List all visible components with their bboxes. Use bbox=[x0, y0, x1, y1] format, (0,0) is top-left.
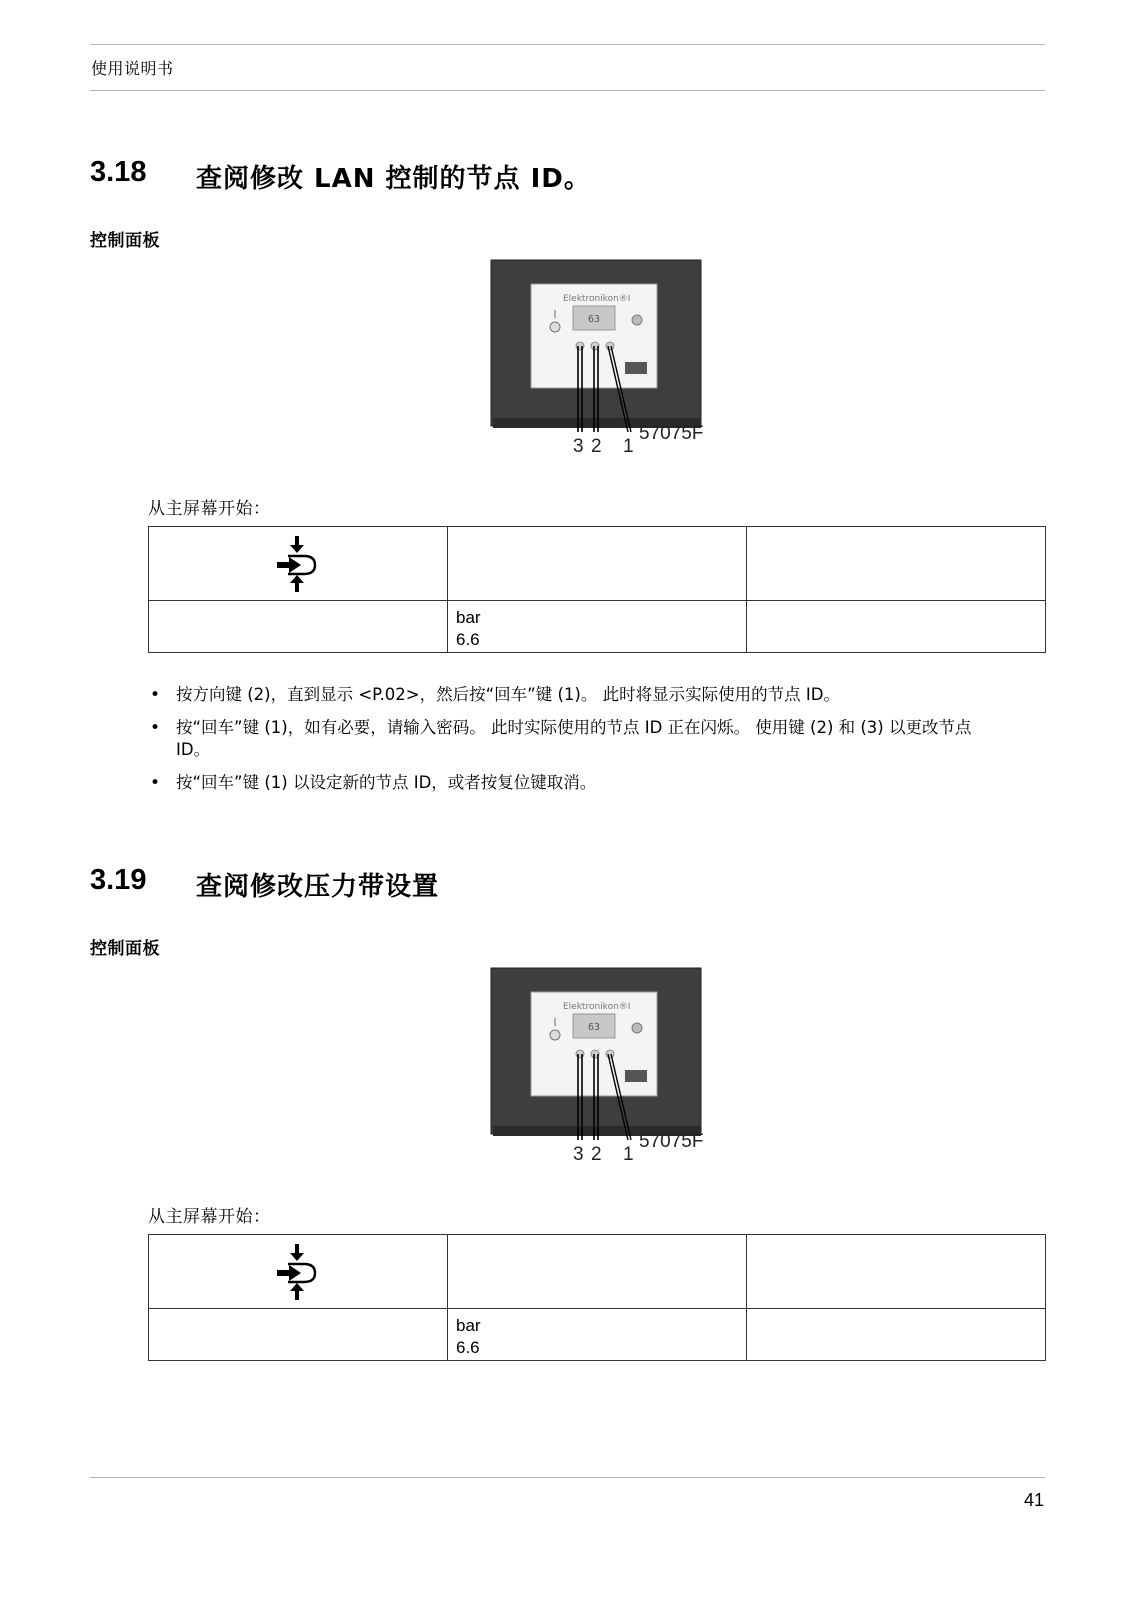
table-cell bbox=[747, 601, 1046, 653]
callout-3: 3 bbox=[573, 1144, 584, 1165]
table-cell bbox=[149, 601, 448, 653]
table-icon-cell bbox=[149, 527, 448, 601]
callout-2: 2 bbox=[591, 1144, 602, 1165]
panel-brand: Elektronikon®I bbox=[563, 294, 631, 304]
header-title: 使用说明书 bbox=[91, 59, 174, 78]
panel-brand: Elektronikon®I bbox=[563, 1002, 631, 1012]
section-number: 3.19 bbox=[90, 864, 147, 896]
callout-2: 2 bbox=[591, 436, 602, 457]
section-title: 查阅修改 LAN 控制的节点 ID。 bbox=[196, 164, 591, 194]
reading-value: 6.6 bbox=[456, 1338, 480, 1357]
section-title: 查阅修改压力带设置 bbox=[196, 872, 440, 902]
table-cell bbox=[448, 1235, 747, 1309]
panel-display-value: 63 bbox=[587, 1022, 601, 1033]
reading-value: 6.6 bbox=[456, 630, 480, 649]
list-item: • 按“回车”键 (1)，如有必要，请输入密码。 此时实际使用的节点 ID 正在闪烁。 使用键 (2) 和 (3) 以更改节点 ID。 bbox=[148, 717, 1008, 761]
footer-rule bbox=[90, 1477, 1045, 1478]
table-cell bbox=[448, 527, 747, 601]
table-icon-cell bbox=[149, 1235, 448, 1309]
header-top-rule bbox=[90, 44, 1045, 45]
section-number: 3.18 bbox=[90, 156, 147, 188]
panel-display-value: 63 bbox=[587, 314, 601, 325]
table-cell bbox=[747, 1309, 1046, 1361]
header-bottom-rule bbox=[90, 90, 1045, 91]
list-item: • 按方向键 (2)，直到显示 <P.02>，然后按“回车”键 (1)。 此时将显示实际使用的节点 ID。 bbox=[148, 684, 1008, 706]
table-reading-cell bbox=[448, 1309, 747, 1361]
table-reading-cell bbox=[448, 601, 747, 653]
table-cell bbox=[747, 1235, 1046, 1309]
subheading: 控制面板 bbox=[90, 231, 160, 251]
table-cell bbox=[149, 1309, 448, 1361]
start-instruction: 从主屏幕开始： bbox=[148, 499, 271, 519]
control-panel-figure bbox=[489, 966, 704, 1171]
display-table bbox=[148, 1234, 1046, 1361]
list-item: • 按“回车”键 (1) 以设定新的节点 ID，或者按复位键取消。 bbox=[148, 772, 1008, 794]
figure-code: 57075F bbox=[639, 423, 704, 444]
compressor-outlet-icon bbox=[274, 1244, 322, 1300]
callout-1: 1 bbox=[623, 1144, 634, 1165]
subheading: 控制面板 bbox=[90, 939, 160, 959]
control-panel-figure bbox=[489, 258, 704, 463]
page-number: 41 bbox=[1023, 1490, 1044, 1510]
figure-code: 57075F bbox=[639, 1131, 704, 1152]
reading-unit: bar bbox=[456, 608, 481, 627]
callout-3: 3 bbox=[573, 436, 584, 457]
reading-unit: bar bbox=[456, 1316, 481, 1335]
table-cell bbox=[747, 527, 1046, 601]
callout-1: 1 bbox=[623, 436, 634, 457]
compressor-outlet-icon bbox=[274, 536, 322, 592]
display-table bbox=[148, 526, 1046, 653]
start-instruction: 从主屏幕开始： bbox=[148, 1207, 271, 1227]
instruction-steps bbox=[148, 684, 1008, 805]
